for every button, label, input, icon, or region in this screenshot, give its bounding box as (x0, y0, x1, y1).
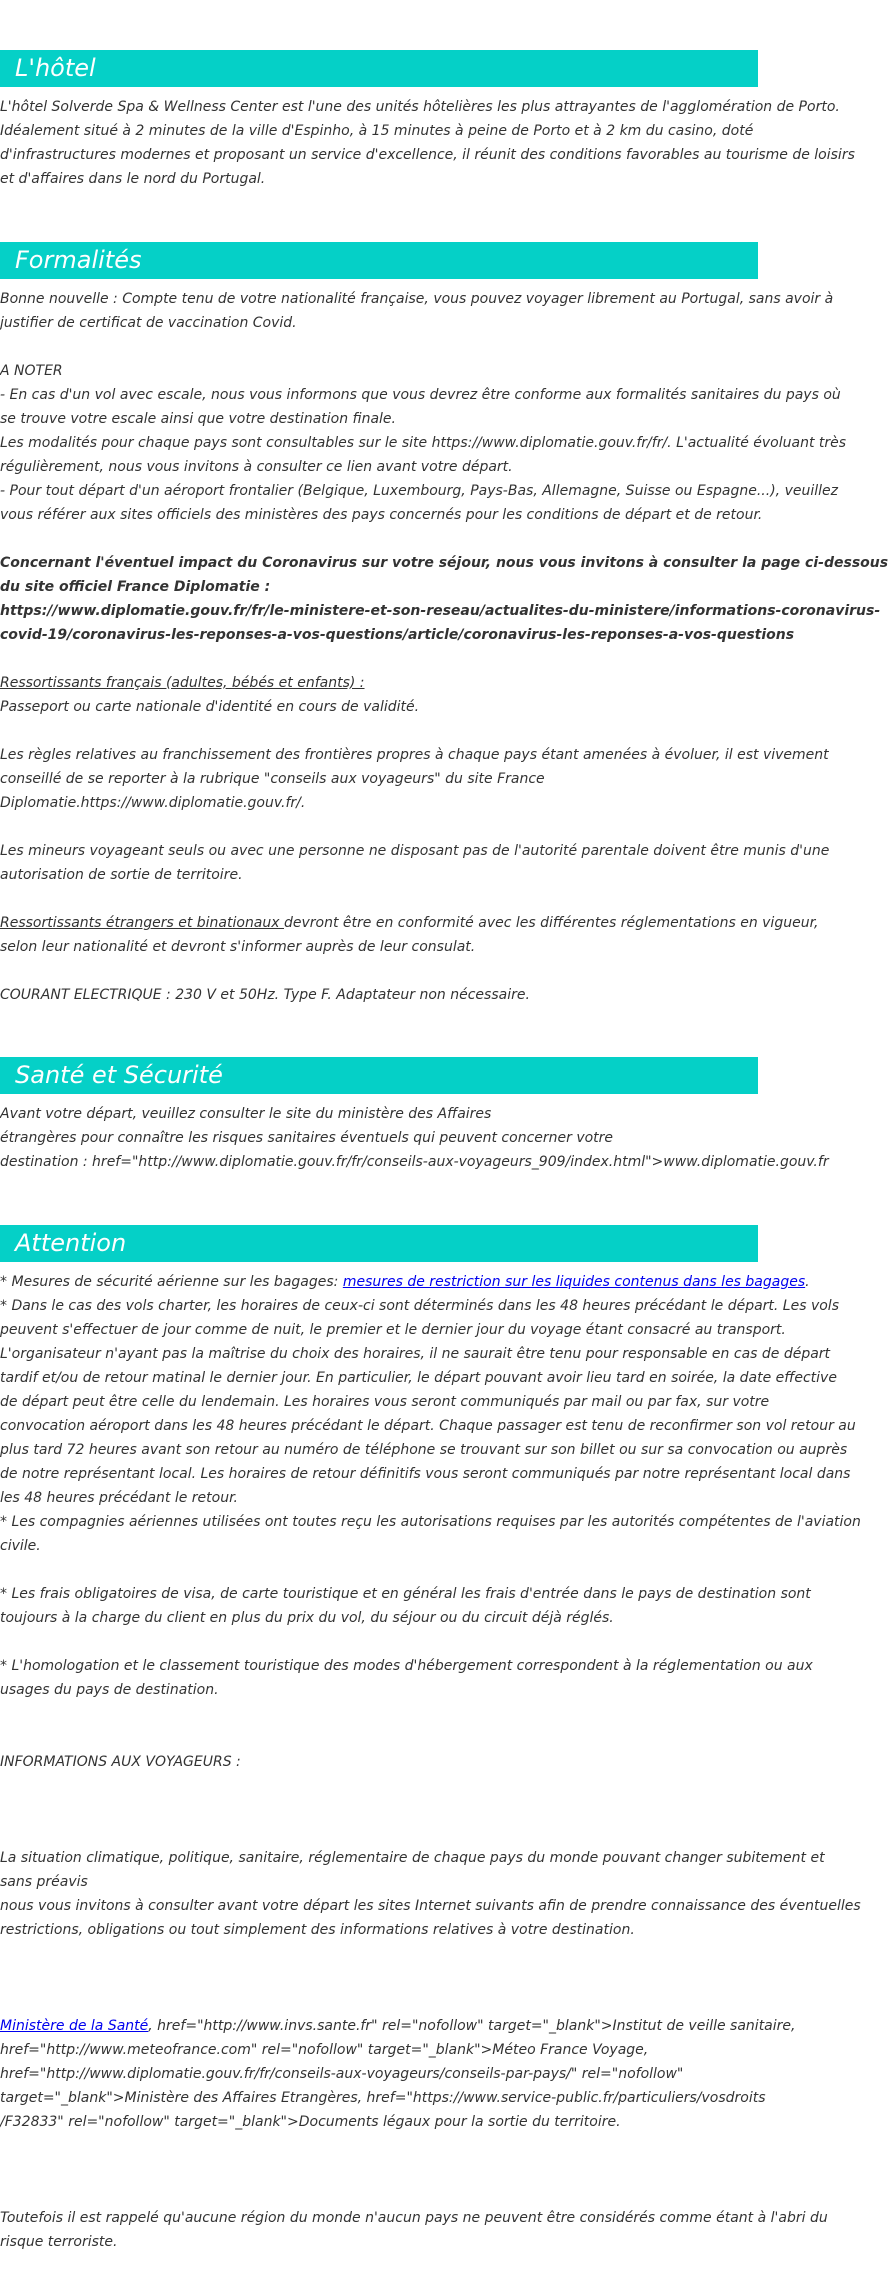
hotel-line: L'hôtel Solverde Spa & Wellness Center est l'une des unités hôtelières les plus attrayantes de l'agglomération de Porto. (0, 99, 840, 115)
situation-line: nous vous invitons à consulter avant votre départ les sites Internet suivants afin de prendre connaissance des éventuelles (0, 1898, 861, 1914)
charter-line: convocation aéroport dans les 48 heures précédant le départ. Chaque passager est tenu de reconfirmer son vol retour au (0, 1418, 856, 1434)
a-noter-line: - En cas d'un vol avec escale, nous vous informons que vous devrez être conforme aux formalités sanitaires du pays où (0, 387, 841, 403)
bagages-restriction-link[interactable]: mesures de restriction sur les liquides contenus dans les bagages (342, 1274, 806, 1290)
etrangers-line-2: selon leur nationalité et devront s'informer auprès de leur consulat. (0, 939, 476, 955)
bagages-prefix: * Mesures de sécurité aérienne sur les bagages: (0, 1274, 343, 1290)
charter-line: de notre représentant local. Les horaires de retour définitifs vous seront communiqués par notre représentant local dans (0, 1466, 851, 1482)
charter-line: L'organisateur n'ayant pas la maîtrise du choix des horaires, il ne saurait être tenu pour responsable en cas de départ (0, 1346, 831, 1362)
hotel-description (0, 95, 855, 191)
regles-line: conseillé de se reporter à la rubrique "conseils aux voyageurs" du site France (0, 771, 545, 787)
attention-body (0, 1270, 861, 2254)
a-noter-line: régulièrement, nous vous invitons à consulter ce lien avant votre départ. (0, 459, 513, 475)
ressortissants-fr-label: Ressortissants français (adultes, bébés et enfants) : (0, 675, 365, 691)
bagages-suffix: . (805, 1274, 810, 1290)
ressortissants-fr-text: Passeport ou carte nationale d'identité en cours de validité. (0, 699, 420, 715)
a-noter-line: vous référer aux sites officiels des ministères des pays concernés pour les conditions de départ et de retour. (0, 507, 763, 523)
section-hotel (0, 50, 855, 191)
hotel-line: Idéalement situé à 2 minutes de la ville d'Espinho, à 15 minutes à peine de Porto et à 2 km du casino, doté (0, 123, 754, 139)
section-title-hotel: L'hôtel (0, 50, 758, 87)
compagnies-line: * Les compagnies aériennes utilisées ont toutes reçu les autorisations requises par les autorités compétentes de l'aviation (0, 1514, 861, 1530)
links-line: href="http://www.diplomatie.gouv.fr/fr/conseils-aux-voyageurs/conseils-par-pays/" rel="nofollow" (0, 2066, 684, 2082)
bonne-nouvelle-line: justifier de certificat de vaccination Covid. (0, 315, 297, 331)
formalites-body (0, 287, 888, 1007)
courant-electrique: COURANT ELECTRIQUE : 230 V et 50Hz. Type F. Adaptateur non nécessaire. (0, 987, 530, 1003)
links-line: target="_blank">Ministère des Affaires Etrangères, href="https://www.service-public.fr/particuliers/vosdroits (0, 2090, 766, 2106)
charter-line: de départ peut être celle du lendemain. Les horaires vous seront communiqués par mail ou par fax, sur votre (0, 1394, 770, 1410)
charter-line: * Dans le cas des vols charter, les horaires de ceux-ci sont déterminés dans les 48 heures précédant le départ. Les vols (0, 1298, 839, 1314)
coronavirus-url-line: https://www.diplomatie.gouv.fr/fr/le-ministere-et-son-reseau/actualites-du-ministere/informations-coronavirus- (0, 603, 881, 619)
regles-line: Les règles relatives au franchissement des frontières propres à chaque pays étant amenées à évoluer, il est vivement (0, 747, 829, 763)
homologation-line: usages du pays de destination. (0, 1682, 219, 1698)
links-line: /F32833" rel="nofollow" target="_blank">Documents légaux pour la sortie du territoire. (0, 2114, 621, 2130)
etrangers-line (0, 911, 819, 935)
section-title-sante: Santé et Sécurité (0, 1057, 758, 1094)
charter-line: plus tard 72 heures avant son retour au numéro de téléphone se trouvant sur son billet ou sur sa convocation ou auprès (0, 1442, 848, 1458)
regles-line: Diplomatie.https://www.diplomatie.gouv.fr/. (0, 795, 306, 811)
section-sante (0, 1057, 829, 1174)
sante-line: étrangères pour connaître les risques sanitaires éventuels qui peuvent concerner votre (0, 1130, 614, 1146)
bonne-nouvelle-line: Bonne nouvelle : Compte tenu de votre nationalité française, vous pouvez voyager librement au Portugal, sans avoir à (0, 291, 834, 307)
situation-line: restrictions, obligations ou tout simplement des informations relatives à votre destination. (0, 1922, 635, 1938)
compagnies-line: civile. (0, 1538, 41, 1554)
sante-line: Avant votre départ, veuillez consulter le site du ministère des Affaires (0, 1106, 492, 1122)
a-noter-line: se trouve votre escale ainsi que votre destination finale. (0, 411, 396, 427)
mineurs-line: Les mineurs voyageant seuls ou avec une personne ne disposant pas de l'autorité parentale doivent être munis d'une (0, 843, 830, 859)
hotel-line: et d'affaires dans le nord du Portugal. (0, 171, 266, 187)
etrangers-text: devront être en conformité avec les différentes réglementations en vigueur, (284, 915, 819, 931)
frais-line: * Les frais obligatoires de visa, de carte touristique et en général les frais d'entrée dans le pays de destination sont (0, 1586, 811, 1602)
toutefois-line: Toutefois il est rappelé qu'aucune région du monde n'aucun pays ne peuvent être considérés comme étant à l'abri du (0, 2210, 828, 2226)
links-line: href="http://www.meteofrance.com" rel="nofollow" target="_blank">Méteo France Voyage, (0, 2042, 649, 2058)
coronavirus-url-line: covid-19/coronavirus-les-reponses-a-vos-questions/article/coronavirus-les-reponses-a-vos-questions (0, 627, 795, 643)
sante-line: destination : href="http://www.diplomatie.gouv.fr/fr/conseils-aux-voyageurs_909/index.html">www.diplomatie.gouv.fr (0, 1154, 829, 1170)
section-title-attention: Attention (0, 1225, 758, 1262)
etrangers-label: Ressortissants étrangers et binationaux (0, 915, 284, 931)
ministere-sante-link[interactable]: Ministère de la Santé (0, 2018, 149, 2034)
coronavirus-line: Concernant l'éventuel impact du Coronavirus sur votre séjour, nous vous invitons à consulter la page ci-dessous (0, 555, 888, 571)
ministere-line (0, 2014, 796, 2038)
section-formalites (0, 242, 888, 1007)
homologation-line: * L'homologation et le classement touristique des modes d'hébergement correspondent à la réglementation ou aux (0, 1658, 813, 1674)
charter-line: peuvent s'effectuer de jour comme de nuit, le premier et le dernier jour du voyage étant consacré au transport. (0, 1322, 786, 1338)
frais-line: toujours à la charge du client en plus du prix du vol, du séjour ou du circuit déjà réglés. (0, 1610, 614, 1626)
section-attention (0, 1225, 861, 2254)
coronavirus-line: du site officiel France Diplomatie : (0, 579, 271, 595)
sante-body (0, 1102, 829, 1174)
toutefois-line: risque terroriste. (0, 2234, 118, 2250)
charter-line: tardif et/ou de retour matinal le dernier jour. En particulier, le départ pouvant avoir lieu tard en soirée, la date effective (0, 1370, 837, 1386)
charter-line: les 48 heures précédant le retour. (0, 1490, 238, 1506)
section-title-formalites: Formalités (0, 242, 758, 279)
a-noter-line: Les modalités pour chaque pays sont consultables sur le site https://www.diplomatie.gouv.fr/fr/. L'actualité évoluant très (0, 435, 847, 451)
hotel-line: d'infrastructures modernes et proposant un service d'excellence, il réunit des conditions favorables au tourisme de loisirs (0, 147, 855, 163)
mineurs-line: autorisation de sortie de territoire. (0, 867, 243, 883)
bagages-line (0, 1270, 810, 1294)
ministere-rest: , href="http://www.invs.sante.fr" rel="nofollow" target="_blank">Institut de veille sanitaire, (148, 2018, 796, 2034)
informations-title: INFORMATIONS AUX VOYAGEURS : (0, 1754, 241, 1770)
a-noter-title: A NOTER (0, 363, 63, 379)
a-noter-line: - Pour tout départ d'un aéroport frontalier (Belgique, Luxembourg, Pays-Bas, Allemagne, Suisse ou Espagne...), veuillez (0, 483, 838, 499)
situation-line: sans préavis (0, 1874, 88, 1890)
situation-line: La situation climatique, politique, sanitaire, réglementaire de chaque pays du monde pouvant changer subitement et (0, 1850, 825, 1866)
